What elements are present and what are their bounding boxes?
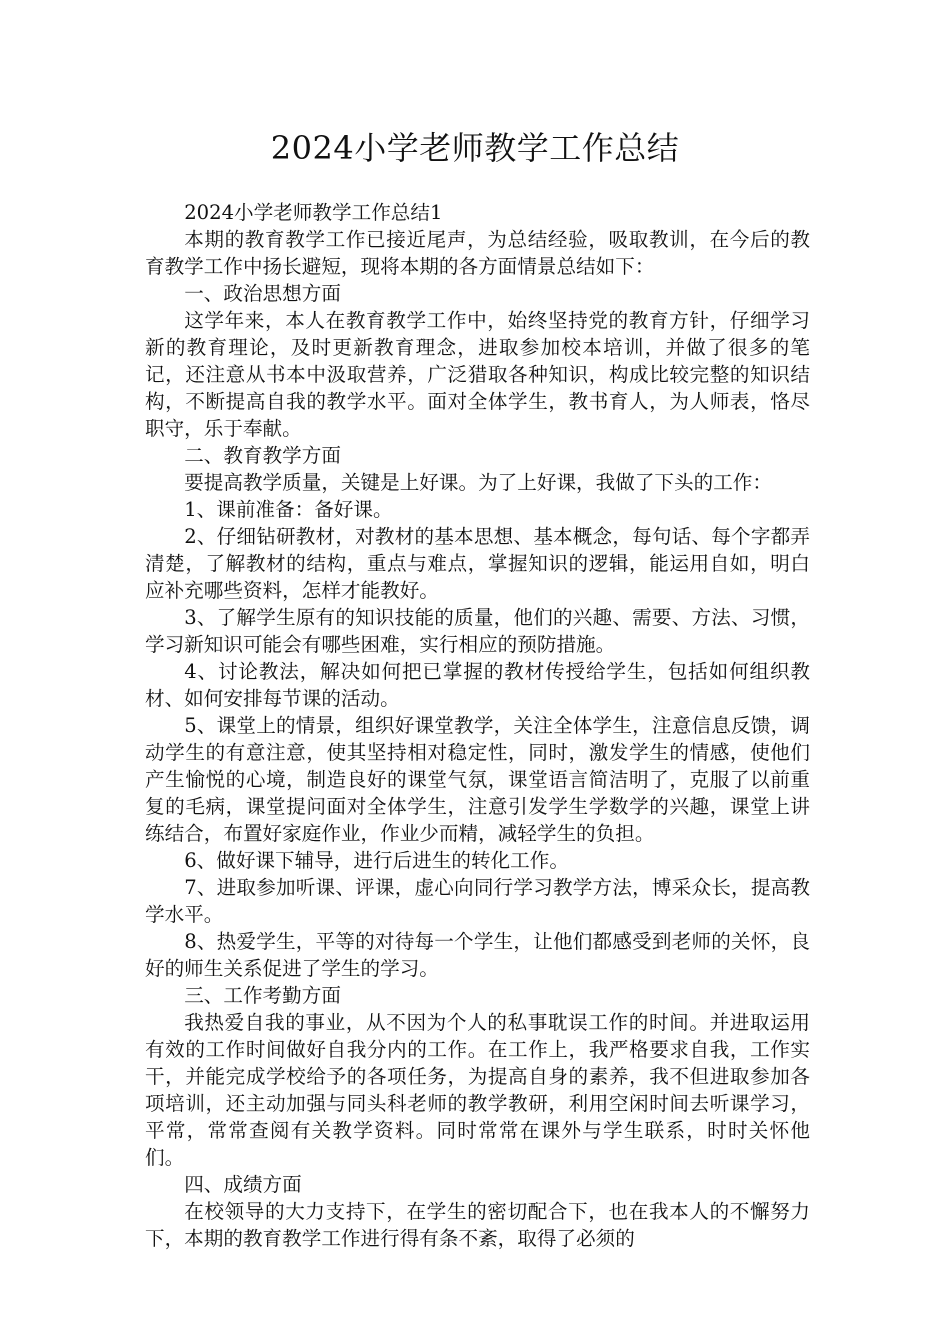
- heading-political: 一、政治思想方面: [184, 282, 341, 305]
- heading-results: 四、成绩方面: [184, 1173, 302, 1196]
- attendance-paragraph: 我热爱自我的事业，从不因为个人的私事耽误工作的时间。并进取运用有效的工作时间做好自我分内的工作。在工作上，我严格要求自我，工作实干，并能完成学校给予的各项任务，为提高自身的素养，我不但进取参加各项培训，还主动加强与同头科老师的教学教研，利用空闲时间去听课学习，平常，常常查阅有关教学资料。同时常常在课外与学生联系，时时关怀他们。: [145, 1011, 810, 1169]
- teaching-item-5: 5、课堂上的情景，组织好课堂教学，关注全体学生，注意信息反馈，调动学生的有意注意，使其坚持相对稳定性，同时，激发学生的情感，使他们产生愉悦的心境，制造良好的课堂气氛，课堂语言简洁明了，克服了以前重复的毛病，课堂提问面对全体学生，注意引发学生学数学的兴趣，课堂上讲练结合，布置好家庭作业，作业少而精，减轻学生的负担。: [145, 714, 810, 845]
- teaching-item-8: 8、热爱学生，平等的对待每一个学生，让他们都感受到老师的关怀，良好的师生关系促进了学生的学习。: [145, 930, 810, 980]
- intro-paragraph: 本期的教育教学工作已接近尾声，为总结经验，吸取教训，在今后的教育教学工作中扬长避短，现将本期的各方面情景总结如下：: [145, 228, 810, 278]
- teaching-item-2: 2、仔细钻研教材，对教材的基本思想、基本概念，每句话、每个字都弄清楚，了解教材的结构，重点与难点，掌握知识的逻辑，能运用自如，明白应补充哪些资料，怎样才能教好。: [145, 525, 810, 602]
- teaching-item-3: 3、了解学生原有的知识技能的质量，他们的兴趣、需要、方法、习惯，学习新知识可能会有哪些困难，实行相应的预防措施。: [145, 606, 810, 656]
- document-body: [145, 199, 810, 1252]
- heading-teaching: 二、教育教学方面: [184, 444, 341, 467]
- document-title: 2024小学老师教学工作总结: [270, 129, 680, 167]
- heading-attendance: 三、工作考勤方面: [184, 984, 341, 1007]
- teaching-intro-paragraph: 要提高教学质量，关键是上好课。为了上好课，我做了下头的工作：: [184, 471, 772, 494]
- section-subtitle: 2024小学老师教学工作总结1: [184, 201, 443, 224]
- political-paragraph: 这学年来，本人在教育教学工作中，始终坚持党的教育方针，仔细学习新的教育理论，及时更新教育理念，进取参加校本培训，并做了很多的笔记，还注意从书本中汲取营养，广泛猎取各种知识，构成比较完整的知识结构，不断提高自我的教学水平。面对全体学生，教书育人，为人师表，恪尽职守，乐于奉献。: [145, 309, 810, 440]
- teaching-item-6: 6、做好课下辅导，进行后进生的转化工作。: [184, 849, 569, 872]
- teaching-item-4: 4、讨论教法，解决如何把已掌握的教材传授给学生，包括如何组织教材、如何安排每节课的活动。: [145, 660, 810, 710]
- teaching-item-1: 1、课前准备：备好课。: [184, 498, 393, 521]
- teaching-item-7: 7、进取参加听课、评课，虚心向同行学习教学方法，博采众长，提高教学水平。: [145, 876, 810, 926]
- results-paragraph: 在校领导的大力支持下，在学生的密切配合下，也在我本人的不懈努力下，本期的教育教学工作进行得有条不紊，取得了必须的: [145, 1200, 810, 1250]
